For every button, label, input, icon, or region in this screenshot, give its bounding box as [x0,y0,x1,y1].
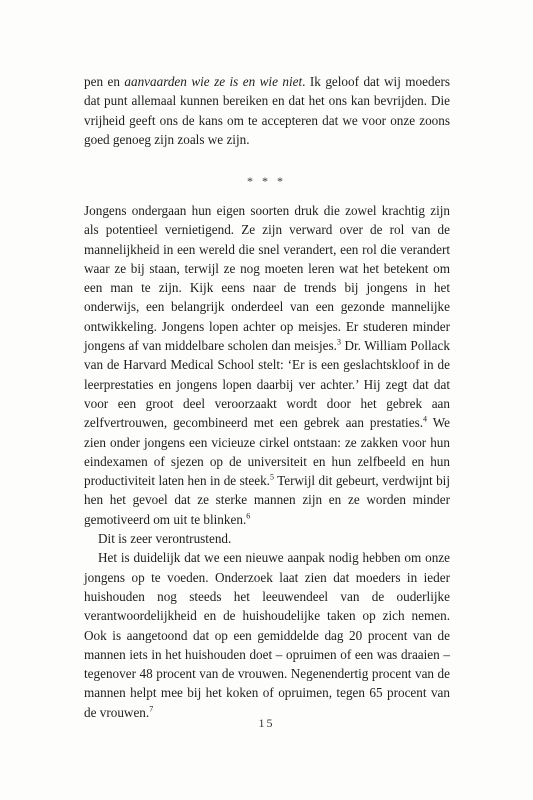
footnote-ref-5: 5 [269,472,274,482]
paragraph-1-part-1: Jongens ondergaan hun eigen soorten druk die zowel krachtig zijn als potentieel vernietigend. Ze zijn verward over de rol van de mannelijkheid in een wereld die snel verandert, een rol die verandert waar ze bij staan, terwijl ze nog moeten leren wat het betekent om een man te zijn. Kijk eens naar de trends bij jongens in het onderwijs, een belangrijk onderdeel van een gezonde mannelijke ontwikkeling. Jongens lopen achter op meisjes. Er studeren minder jongens af van middelbare scholen dan meisjes. [84,203,450,354]
intro-text-end: . Ik geloof dat wij moeders dat punt allemaal kunnen bereiken en dat het ons kan bevrijden. Die vrijheid geeft ons de kans om te accepteren dat we voor onze zoons goed genoeg zijn zoals we zijn. [84,74,450,147]
page-number: 15 [258,716,275,730]
main-text-block [84,201,450,722]
footnote-ref-3: 3 [336,337,341,347]
intro-paragraph [84,72,450,149]
paragraph-3-text: Het is duidelijk dat we een nieuwe aanpak nodig hebben om onze jongens op te voeden. Onderzoek laat zien dat moeders in ieder huishouden nog steeds het leeuwendeel van de ouderlijke verantwoordelijkheid en de huishoudelijke taken op zich nemen. Ook is aangetoond dat op een gemiddelde dag 20 procent van de mannen iets in het huishouden doet – opruimen of een was draaien – tegenover 48 procent van de vrouwen. Negenendertig procent van de mannen helpt mee bij het koken of opruimen, tegen 65 procent van de vrouwen. [84,550,450,720]
paragraph-boys-pressure [84,201,450,529]
paragraph-concern: Dit is zeer verontrustend. [98,531,232,547]
intro-paragraph-block [84,72,450,149]
paragraph-1-part-3: We zien onder jongens een vicieuze cirkel ontstaan: ze zakken voor hun eindexamen of sjezen op de universiteit en hun zelfbeeld en hun productiviteit laten hen in de steek. [84,415,450,489]
intro-text-start: pen en [84,74,125,89]
section-break-ornament: * * * [247,174,286,188]
footnote-ref-4: 4 [423,414,427,424]
paragraph-1-part-4: Terwijl dit gebeurt, verdwijnt bij hen het gevoel dat ze sterke mannen zijn en ze worden minder gemotiveerd om uit te blinken. [84,473,450,527]
paragraph-1-part-2: Dr. William Pollack van de Harvard Medical School stelt: ‘Er is een geslachtskloof in de leerprestaties en jongens lopen daarbij ver achter.’ Hij zegt dat dat voor een groot deel veroorzaakt wordt door het gebrek aan zelfvertrouwen, gecombineerd met een gebrek aan prestaties. [84,338,450,431]
intro-text-italic: aanvaarden wie ze is en wie niet [124,74,303,89]
footnote-ref-6: 6 [246,511,251,521]
footnote-ref-7: 7 [149,704,154,714]
paragraph-new-approach [84,548,450,722]
